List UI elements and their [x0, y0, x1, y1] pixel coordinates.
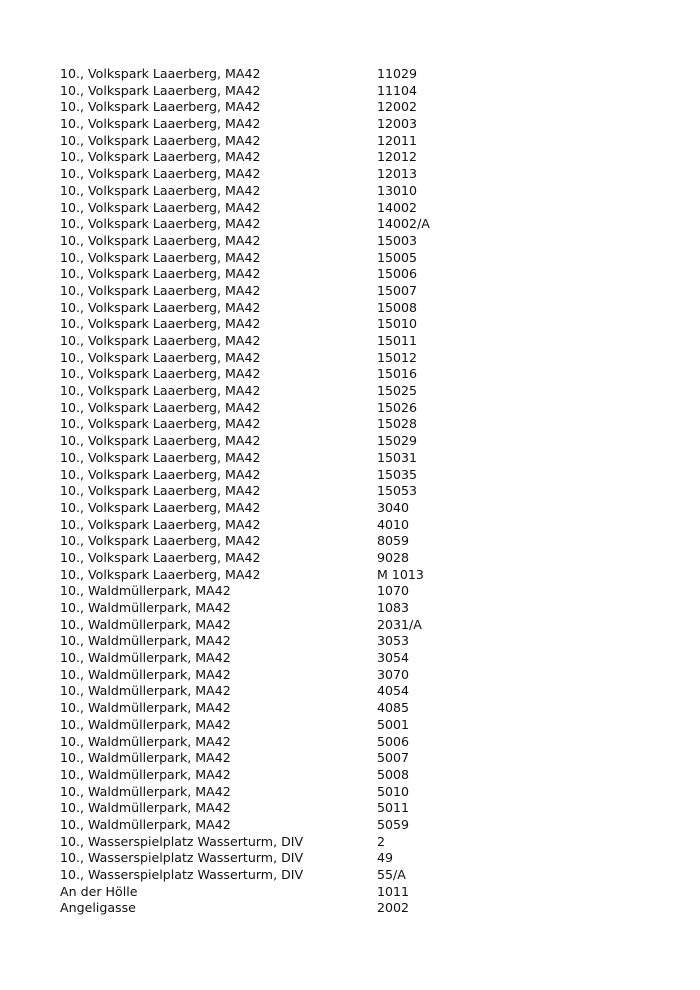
location-cell: 10., Volkspark Laaerberg, MA42: [60, 533, 261, 549]
table-row: [60, 650, 660, 667]
number-cell: 49: [377, 850, 394, 866]
table-row: [60, 500, 660, 517]
number-cell: 5006: [377, 733, 410, 749]
number-cell: 15008: [377, 299, 418, 315]
location-cell: 10., Volkspark Laaerberg, MA42: [60, 82, 261, 98]
location-cell: 10., Waldmüllerpark, MA42: [60, 816, 231, 832]
number-cell: 3054: [377, 650, 410, 666]
location-cell: An der Hölle: [60, 883, 138, 899]
table-row: [60, 250, 660, 267]
number-cell: 14002: [377, 199, 418, 215]
table-row: [60, 617, 660, 634]
table-row: [60, 767, 660, 784]
location-cell: 10., Waldmüllerpark, MA42: [60, 733, 231, 749]
number-cell: 15016: [377, 366, 418, 382]
table-row: [60, 717, 660, 734]
table-row: [60, 517, 660, 534]
location-cell: 10., Waldmüllerpark, MA42: [60, 750, 231, 766]
number-cell: 15028: [377, 416, 418, 432]
number-cell: 15005: [377, 249, 418, 265]
location-cell: 10., Wasserspielplatz Wasserturm, DIV: [60, 833, 304, 849]
table-row: [60, 700, 660, 717]
location-cell: 10., Waldmüllerpark, MA42: [60, 633, 231, 649]
number-cell: 12011: [377, 132, 418, 148]
location-cell: 10., Volkspark Laaerberg, MA42: [60, 116, 261, 132]
number-cell: 15026: [377, 399, 418, 415]
table-row: [60, 183, 660, 200]
location-cell: 10., Waldmüllerpark, MA42: [60, 683, 231, 699]
number-cell: 5008: [377, 766, 410, 782]
number-cell: 13010: [377, 182, 418, 198]
location-cell: 10., Waldmüllerpark, MA42: [60, 800, 231, 816]
number-cell: 1011: [377, 883, 410, 899]
number-cell: 15012: [377, 349, 418, 365]
number-cell: 2: [377, 833, 386, 849]
number-cell: 8059: [377, 533, 410, 549]
location-cell: 10., Volkspark Laaerberg, MA42: [60, 516, 261, 532]
number-cell: 1083: [377, 600, 410, 615]
number-cell: 15053: [377, 483, 418, 499]
table-row: [60, 884, 660, 901]
location-list: [60, 66, 660, 917]
table-row: [60, 216, 660, 233]
number-cell: 12003: [377, 116, 418, 132]
location-cell: 10., Volkspark Laaerberg, MA42: [60, 483, 261, 499]
table-row: [60, 350, 660, 367]
location-cell: 10., Waldmüllerpark, MA42: [60, 700, 231, 716]
number-cell: 5059: [377, 816, 410, 832]
number-cell: 11104: [377, 82, 418, 98]
location-cell: 10., Waldmüllerpark, MA42: [60, 766, 231, 782]
number-cell: 5001: [377, 716, 410, 732]
location-cell: 10., Volkspark Laaerberg, MA42: [60, 416, 261, 432]
number-cell: 1070: [377, 583, 410, 599]
table-row: [60, 784, 660, 801]
location-cell: 10., Volkspark Laaerberg, MA42: [60, 366, 261, 382]
table-row: [60, 750, 660, 767]
table-row: [60, 333, 660, 350]
location-cell: 10., Volkspark Laaerberg, MA42: [60, 383, 261, 399]
location-cell: Angeligasse: [60, 900, 136, 916]
location-cell: 10., Volkspark Laaerberg, MA42: [60, 149, 261, 165]
table-row: [60, 149, 660, 166]
location-cell: 10., Waldmüllerpark, MA42: [60, 616, 231, 632]
location-cell: 10., Volkspark Laaerberg, MA42: [60, 299, 261, 315]
table-row: [60, 400, 660, 417]
table-row: [60, 800, 660, 817]
table-row: [60, 867, 660, 884]
table-row: [60, 200, 660, 217]
location-cell: 10., Volkspark Laaerberg, MA42: [60, 333, 261, 348]
location-cell: 10., Volkspark Laaerberg, MA42: [60, 566, 261, 582]
table-row: [60, 283, 660, 300]
number-cell: 2031/A: [377, 616, 422, 632]
number-cell: 15025: [377, 383, 418, 399]
table-row: [60, 683, 660, 700]
table-row: [60, 266, 660, 283]
number-cell: 15031: [377, 449, 418, 465]
number-cell: 15006: [377, 266, 418, 282]
location-cell: 10., Volkspark Laaerberg, MA42: [60, 549, 261, 565]
table-row: [60, 850, 660, 867]
table-row: [60, 300, 660, 317]
number-cell: 5007: [377, 750, 410, 766]
table-row: [60, 133, 660, 150]
location-cell: 10., Volkspark Laaerberg, MA42: [60, 433, 261, 449]
table-row: [60, 166, 660, 183]
location-cell: 10., Waldmüllerpark, MA42: [60, 600, 231, 615]
number-cell: 15011: [377, 333, 418, 348]
table-row: [60, 633, 660, 650]
location-cell: 10., Volkspark Laaerberg, MA42: [60, 399, 261, 415]
number-cell: M 1013: [377, 566, 424, 582]
location-cell: 10., Volkspark Laaerberg, MA42: [60, 99, 261, 115]
table-row: [60, 667, 660, 684]
table-row: [60, 583, 660, 600]
number-cell: 5010: [377, 783, 410, 799]
location-cell: 10., Wasserspielplatz Wasserturm, DIV: [60, 867, 304, 882]
location-cell: 10., Volkspark Laaerberg, MA42: [60, 499, 261, 515]
table-row: [60, 383, 660, 400]
number-cell: 9028: [377, 549, 410, 565]
location-cell: 10., Waldmüllerpark, MA42: [60, 666, 231, 682]
table-row: [60, 99, 660, 116]
number-cell: 15029: [377, 433, 418, 449]
location-cell: 10., Volkspark Laaerberg, MA42: [60, 166, 261, 182]
location-cell: 10., Volkspark Laaerberg, MA42: [60, 282, 261, 298]
location-cell: 10., Volkspark Laaerberg, MA42: [60, 249, 261, 265]
number-cell: 3070: [377, 666, 410, 682]
number-cell: 4010: [377, 516, 410, 532]
table-row: [60, 817, 660, 834]
number-cell: 3053: [377, 633, 410, 649]
number-cell: 5011: [377, 800, 410, 816]
number-cell: 55/A: [377, 867, 406, 882]
location-cell: 10., Volkspark Laaerberg, MA42: [60, 182, 261, 198]
number-cell: 12013: [377, 166, 418, 182]
table-row: [60, 600, 660, 617]
table-row: [60, 233, 660, 250]
table-row: [60, 416, 660, 433]
location-cell: 10., Volkspark Laaerberg, MA42: [60, 232, 261, 248]
table-row: [60, 66, 660, 83]
number-cell: 12012: [377, 149, 418, 165]
number-cell: 3040: [377, 499, 410, 515]
location-cell: 10., Waldmüllerpark, MA42: [60, 783, 231, 799]
number-cell: 4054: [377, 683, 410, 699]
location-cell: 10., Volkspark Laaerberg, MA42: [60, 316, 261, 332]
location-cell: 10., Volkspark Laaerberg, MA42: [60, 349, 261, 365]
number-cell: 2002: [377, 900, 410, 916]
table-row: [60, 116, 660, 133]
number-cell: 15003: [377, 232, 418, 248]
table-row: [60, 316, 660, 333]
location-cell: 10., Volkspark Laaerberg, MA42: [60, 266, 261, 282]
number-cell: 12002: [377, 99, 418, 115]
number-cell: 4085: [377, 700, 410, 716]
document-page: [60, 66, 660, 917]
location-cell: 10., Waldmüllerpark, MA42: [60, 716, 231, 732]
table-row: [60, 834, 660, 851]
location-cell: 10., Waldmüllerpark, MA42: [60, 650, 231, 666]
location-cell: 10., Wasserspielplatz Wasserturm, DIV: [60, 850, 304, 866]
location-cell: 10., Volkspark Laaerberg, MA42: [60, 449, 261, 465]
location-cell: 10., Volkspark Laaerberg, MA42: [60, 216, 261, 232]
table-row: [60, 734, 660, 751]
location-cell: 10., Volkspark Laaerberg, MA42: [60, 132, 261, 148]
number-cell: 14002/A: [377, 216, 430, 232]
table-row: [60, 433, 660, 450]
table-row: [60, 483, 660, 500]
number-cell: 15010: [377, 316, 418, 332]
table-row: [60, 467, 660, 484]
table-row: [60, 83, 660, 100]
table-row: [60, 567, 660, 584]
number-cell: 15007: [377, 282, 418, 298]
location-cell: 10., Volkspark Laaerberg, MA42: [60, 199, 261, 215]
table-row: [60, 533, 660, 550]
location-cell: 10., Volkspark Laaerberg, MA42: [60, 66, 261, 81]
number-cell: 11029: [377, 66, 418, 81]
table-row: [60, 366, 660, 383]
number-cell: 15035: [377, 466, 418, 482]
table-row: [60, 450, 660, 467]
location-cell: 10., Waldmüllerpark, MA42: [60, 583, 231, 599]
location-cell: 10., Volkspark Laaerberg, MA42: [60, 466, 261, 482]
table-row: [60, 550, 660, 567]
table-row: [60, 900, 660, 917]
